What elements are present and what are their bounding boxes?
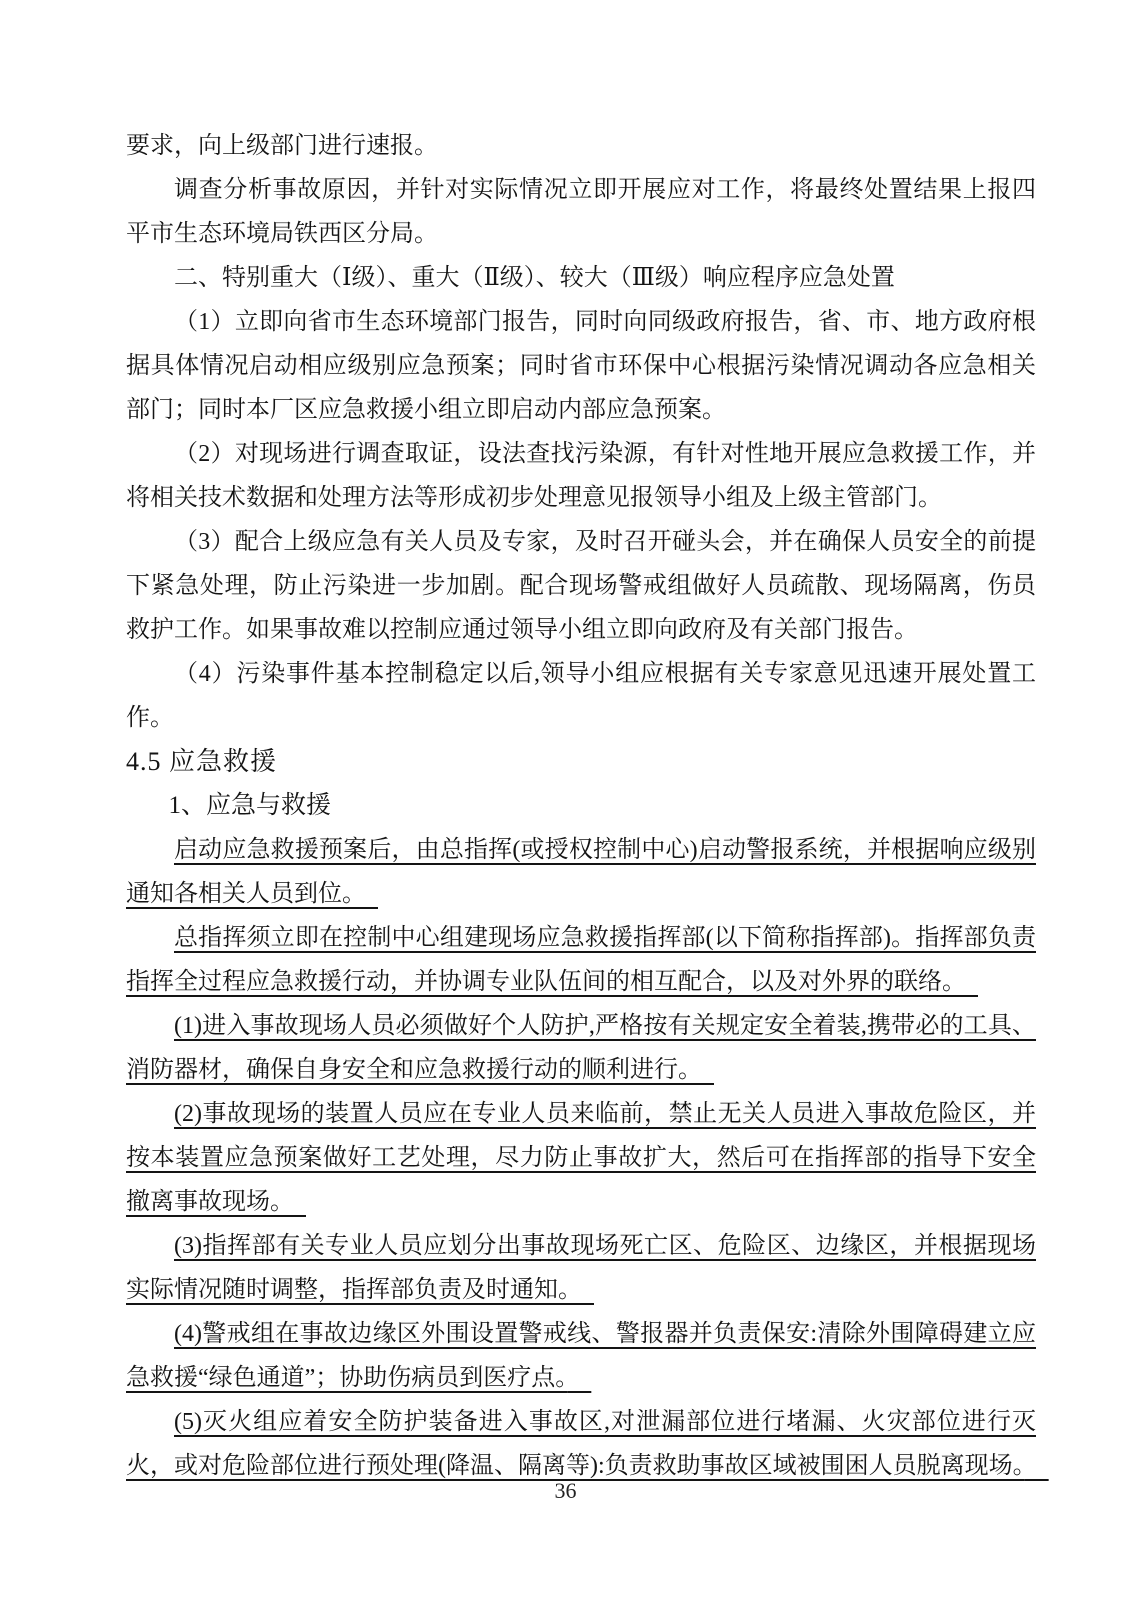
paragraph-response-levels: 二、特别重大（Ⅰ级）、重大（Ⅱ级）、较大（Ⅲ级）响应程序应急处置 — [174, 265, 895, 291]
paragraph-underlined-item-5: (5)灭火组应着安全防护装备进入事故区,对泄漏部位进行堵漏、火灾部位进行灭火，或对危险部位进行预处理(降温、隔离等):负责救助事故区域被围困人员脱离现场。 — [126, 1409, 1036, 1479]
paragraph-underlined-item-2: (2)事故现场的装置人员应在专业人员来临前，禁止无关人员进入事故危险区，并按本装置应急预案做好工艺处理，尽力防止事故扩大，然后可在指挥部的指导下安全撤离事故现场。 — [126, 1101, 1036, 1215]
paragraph-item-2: （2）对现场进行调查取证，设法查找污染源，有针对性地开展应急救援工作，并将相关技术数据和处理方法等形成初步处理意见报领导小组及上级主管部门。 — [126, 441, 1036, 511]
paragraph-underlined-item-3: (3)指挥部有关专业人员应划分出事故现场死亡区、危险区、边缘区，并根据现场实际情况随时调整，指挥部负责及时通知。 — [126, 1233, 1036, 1303]
page-number: 36 — [554, 1478, 577, 1503]
paragraph-continuation: 要求，向上级部门进行速报。 — [126, 133, 438, 159]
paragraph-item-4: （4）污染事件基本控制稳定以后,领导小组应根据有关专家意见迅速开展处置工作。 — [126, 661, 1036, 731]
paragraph-underlined-alarm: 启动应急救援预案后，由总指挥(或授权控制中心)启动警报系统，并根据响应级别通知各相关人员到位。 — [126, 837, 1036, 907]
subsection-heading-1: 1、应急与救援 — [168, 792, 332, 819]
paragraph-underlined-item-1: (1)进入事故现场人员必须做好个人防护,严格按有关规定安全着装,携带必的工具、消防器材，确保自身安全和应急救援行动的顺利进行。 — [126, 1013, 1036, 1083]
document-body — [126, 124, 1036, 1488]
section-heading-4-5: 4.5 应急救援 — [126, 747, 278, 776]
paragraph: 调查分析事故原因，并针对实际情况立即开展应对工作，将最终处置结果上报四平市生态环境局铁西区分局。 — [126, 177, 1036, 247]
paragraph-underlined-command: 总指挥须立即在控制中心组建现场应急救援指挥部(以下简称指挥部)。指挥部负责指挥全过程应急救援行动，并协调专业队伍间的相互配合，以及对外界的联络。 — [126, 925, 1036, 995]
paragraph-item-3: （3）配合上级应急有关人员及专家，及时召开碰头会，并在确保人员安全的前提下紧急处理，防止污染进一步加剧。配合现场警戒组做好人员疏散、现场隔离，伤员救护工作。如果事故难以控制应通过领导小组立即向政府及有关部门报告。 — [126, 529, 1036, 643]
paragraph-underlined-item-4: (4)警戒组在事故边缘区外围设置警戒线、警报器并负责保安:清除外围障碍建立应急救援“绿色通道”；协助伤病员到医疗点。 — [126, 1321, 1036, 1391]
paragraph-item-1: （1）立即向省市生态环境部门报告，同时向同级政府报告，省、市、地方政府根据具体情况启动相应级别应急预案；同时省市环保中心根据污染情况调动各应急相关部门；同时本厂区应急救援小组立即启动内部应急预案。 — [126, 309, 1036, 423]
